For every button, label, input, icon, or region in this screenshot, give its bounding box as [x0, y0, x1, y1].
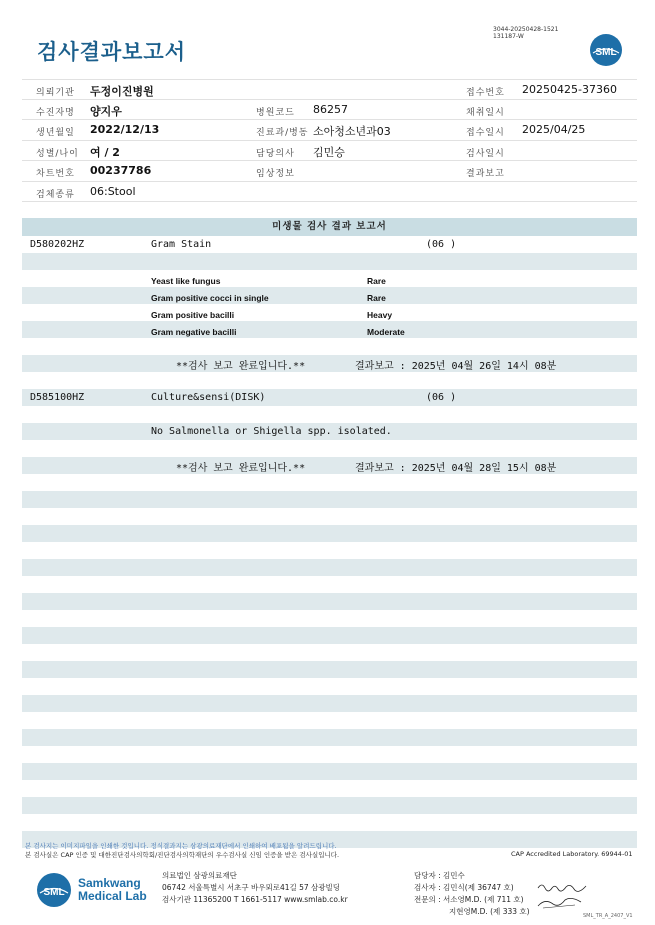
test1-specimen: (06 ) [426, 239, 457, 250]
label-patient-name: 수진자명 [36, 107, 75, 118]
label-received-date: 접수일시 [466, 128, 505, 138]
handwritten-signature-icon [535, 894, 585, 910]
value-hospital-code: 86257 [313, 102, 348, 116]
test1-code: D580202HZ [30, 239, 85, 250]
test2-report-time: 결과보고 : 2025년 04월 28일 15시 08분 [355, 463, 557, 474]
report-title: 검사결과보고서 [37, 40, 187, 64]
brand-line1: Samkwang [78, 876, 141, 890]
test2-result-text: No Salmonella or Shigella spp. isolated. [151, 426, 392, 437]
document-code [493, 26, 558, 40]
test1-report-time: 결과보고 : 2025년 04월 26일 14시 08분 [355, 361, 557, 372]
label-chart-number: 차트번호 [36, 169, 75, 179]
document-code-line1: 3044-20250428-1521 [493, 26, 559, 33]
document-form-code: SML_TR_A_2407_V1 [583, 913, 633, 919]
lab-address [162, 870, 348, 906]
signatories [414, 870, 530, 918]
value-institution: 두정이진병원 [90, 85, 154, 98]
value-specimen-type: 06:Stool [90, 184, 136, 198]
address-line: 검사기관 11365200 T 1661-5117 www.smlab.co.kr [162, 895, 348, 904]
document-code-line2: 131187-W [493, 33, 524, 40]
value-sex-age: 여 / 2 [90, 145, 120, 159]
info-row-chart [22, 161, 637, 182]
label-accession: 접수번호 [466, 88, 505, 98]
test1-done-message: **검사 보고 완료입니다.** [176, 361, 306, 372]
test1-result-value: Rare [367, 293, 386, 303]
brand-name [78, 877, 147, 903]
svg-text:SML: SML [595, 47, 617, 58]
test2-name: Culture&sensi(DISK) [151, 392, 266, 403]
section-title: 미생물 검사 결과 보고서 [22, 218, 637, 236]
label-clinical-info: 임상정보 [256, 169, 295, 179]
svg-text:SML: SML [43, 887, 65, 898]
test1-result-item: Yeast like fungus [151, 276, 221, 286]
print-notice: 본 검사지는 이미지파일을 인쇄한 것입니다. 정식결과지는 삼광의료재단에서 인쇄하여 배포됨을 알려드립니다. [25, 842, 337, 850]
brand-line2: Medical Lab [78, 889, 147, 903]
value-department: 소아청소년과03 [313, 125, 391, 138]
test2-code: D585100HZ [30, 392, 85, 403]
label-collection-date: 채취일시 [466, 107, 505, 118]
info-row-patient [22, 100, 637, 121]
label-sex-age: 성별/나이 [36, 148, 79, 159]
label-result-report: 결과보고 [466, 169, 505, 179]
value-accession: 20250425-37360 [522, 83, 617, 96]
test1-result-item: Gram positive cocci in single [151, 293, 269, 303]
signatory-line: 전문의 : 서소영M.D. (제 711 호) [414, 895, 524, 904]
value-birthdate: 2022/12/13 [90, 123, 160, 136]
label-department: 진료과/병동 [256, 128, 309, 138]
test1-result-item: Gram positive bacilli [151, 310, 235, 320]
label-birthdate: 생년월일 [36, 128, 75, 138]
test1-result-value: Moderate [367, 327, 405, 337]
label-institution: 의뢰기관 [36, 88, 75, 98]
info-row-institution [22, 79, 637, 100]
sml-footer-logo-icon [36, 872, 72, 908]
patient-info-table [22, 79, 637, 202]
label-hospital-code: 병원코드 [256, 107, 295, 118]
sml-logo-icon [589, 33, 623, 67]
test1-result-value: Heavy [367, 310, 393, 320]
label-test-date: 검사일시 [466, 148, 505, 159]
signatory-line: 검사자 : 김민식(제 36747 호) [414, 883, 514, 892]
label-doctor: 담당의사 [256, 148, 295, 159]
test1-result-item: Gram negative bacilli [151, 327, 237, 337]
signatory-line: 지현영M.D. (제 333 호) [449, 907, 530, 916]
value-chart-number: 00237786 [90, 164, 152, 177]
test2-specimen: (06 ) [426, 392, 457, 403]
info-row-specimen [22, 182, 637, 203]
cap-accreditation: CAP Accredited Laboratory. 69944-01 [511, 850, 633, 858]
value-doctor: 김민승 [313, 145, 345, 159]
value-patient-name: 양지우 [90, 104, 122, 118]
value-received-date: 2025/04/25 [522, 123, 586, 136]
test1-result-value: Rare [367, 276, 386, 286]
address-line: 06742 서울특별시 서초구 바우뫼로41길 57 삼광빌딩 [162, 883, 341, 892]
accreditation-notice: 본 검사실은 CAP 인증 및 대한진단검사의학회/진단검사의학재단의 우수검사실 신임 인증을 받은 검사실입니다. [25, 851, 340, 859]
handwritten-signature-icon [536, 880, 588, 894]
info-row-sex [22, 141, 637, 162]
info-row-birth [22, 120, 637, 141]
test2-done-message: **검사 보고 완료입니다.** [176, 463, 306, 474]
signatory-line: 담당자 : 김민수 [414, 871, 465, 880]
address-line: 의료법인 삼광의료재단 [162, 871, 237, 880]
test1-name: Gram Stain [151, 239, 212, 250]
label-specimen-type: 검체종류 [36, 189, 75, 200]
